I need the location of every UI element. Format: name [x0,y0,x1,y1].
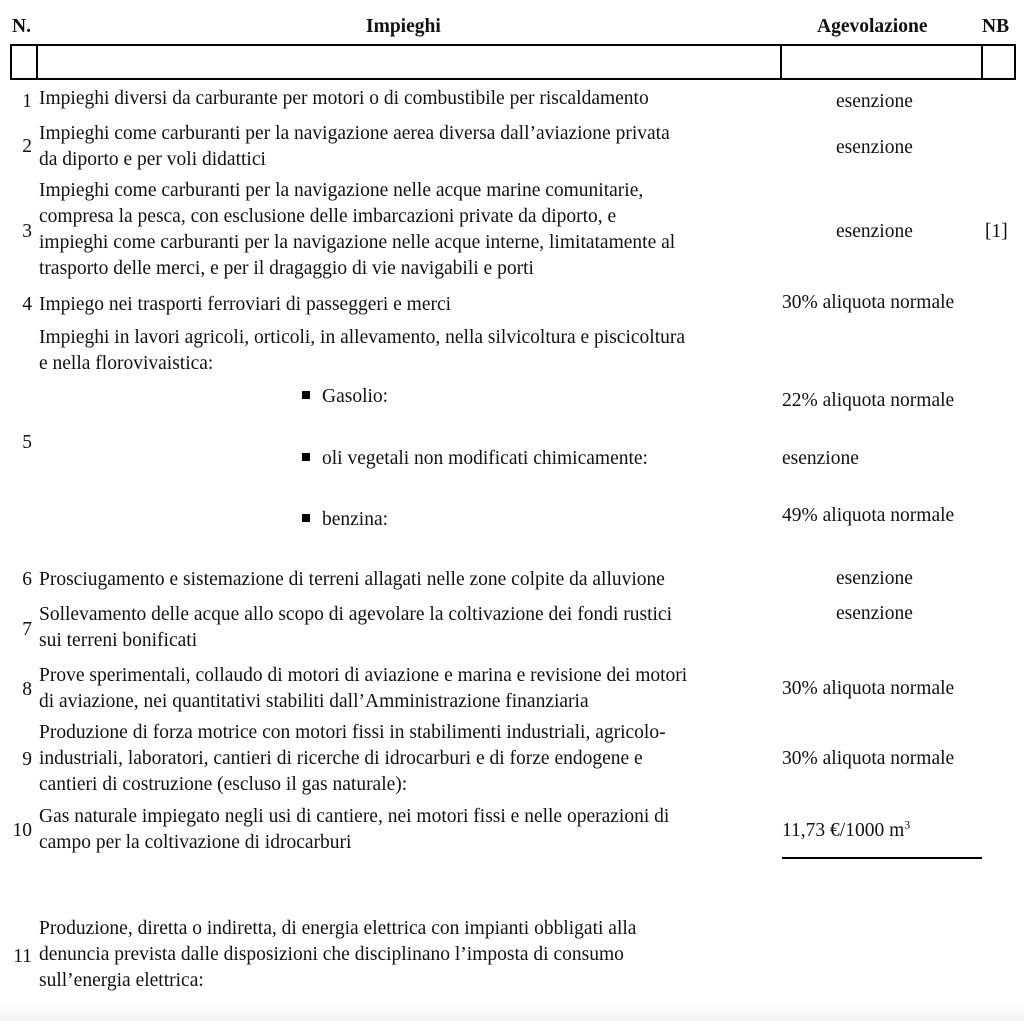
row-line: Impieghi come carburanti per la navigazione aerea diversa dall’aviazione privata [39,123,670,144]
list-item [302,384,388,410]
row-agevolazione-3: esenzione [836,221,913,242]
row-number-4: 4 [22,294,32,315]
row-agevolazione-9: 30% aliquota normale [782,748,955,769]
row-agevolazione-4: 30% aliquota normale [782,292,955,313]
header-box-impieghi [36,44,782,80]
row-line: industriali, laboratori, cantieri di ricerche di idrocarburi e di forze endogene e [39,748,643,769]
row-line: Impieghi in lavori agricoli, orticoli, in allevamento, nella silvicoltura e piscicoltura [39,327,686,348]
list-item [302,507,388,533]
bullet-icon [302,453,310,461]
header-nb: NB [982,16,1010,37]
list-item-label: benzina: [322,509,389,530]
row-line: di aviazione, nei quantitativi stabiliti dall’Amministrazione finanziaria [39,691,589,712]
row-text-1 [39,86,779,112]
row-number-2: 2 [22,136,32,157]
row-line: cantieri di costruzione (escluso il gas naturale): [39,774,408,795]
row-agevolazione-8: 30% aliquota normale [782,678,955,699]
list-item-agevolazione: esenzione [782,448,859,469]
row-line: Sollevamento delle acque allo scopo di agevolare la coltivazione dei fondi rustici [39,604,672,625]
row-agevolazione-2: esenzione [836,137,913,158]
row-line: e nella florovivaistica: [39,353,214,374]
row-text-9 [39,720,779,798]
row-agevolazione-10-exponent: 3 [904,817,911,832]
row-number-6: 6 [22,569,32,590]
row-text-10 [39,804,779,856]
row-line: Gas naturale impiegato negli usi di cantiere, nei motori fissi e nelle operazioni di [39,806,670,827]
row-line: Produzione, diretta o indiretta, di energia elettrica con impianti obbligati alla [39,918,637,939]
row-line: da diporto e per voli didattici [39,149,266,170]
row-line: impieghi come carburanti per la navigazione nelle acque interne, limitatamente al [39,232,676,253]
row-line: Impieghi come carburanti per la navigazione nelle acque marine comunitarie, [39,180,644,201]
row-number-10: 10 [12,820,32,841]
header-box-n [10,44,38,80]
header-agevolazione: Agevolazione [817,16,928,37]
bullet-icon [302,514,310,522]
row-text-6 [39,567,779,593]
header-box-agevolazione [780,44,983,80]
row-line: Prove sperimentali, collaudo di motori di aviazione e marina e revisione dei motori [39,665,688,686]
row-line: Impieghi diversi da carburante per motori o di combustibile per riscaldamento [39,88,649,109]
row-line: trasporto delle merci, e per il dragaggio di vie navigabili e porti [39,258,534,279]
divider-rule [782,857,982,859]
list-item-label: Gasolio: [322,386,389,407]
row-agevolazione-10-value: 11,73 €/1000 m [782,820,905,841]
row-number-1: 1 [22,91,32,112]
row-text-11 [39,916,779,994]
row-number-9: 9 [22,749,32,770]
row-agevolazione-7: esenzione [836,603,913,624]
row-text-5 [39,325,779,377]
row-text-7 [39,602,779,654]
row-number-3: 3 [22,221,32,242]
list-item-agevolazione: 49% aliquota normale [782,505,955,526]
row-line: denuncia prevista dalle disposizioni che disciplinano l’imposta di consumo [39,944,624,965]
row-number-5: 5 [22,432,32,453]
row-line: sull’energia elettrica: [39,970,204,991]
row-line: Produzione di forza motrice con motori fissi in stabilimenti industriali, agricolo- [39,722,666,743]
bullet-icon [302,391,310,399]
header-n: N. [12,16,31,37]
row-number-11: 11 [13,946,32,967]
row-number-8: 8 [22,679,32,700]
row-text-4 [39,292,779,318]
list-item [302,446,648,472]
header-impieghi: Impieghi [366,16,441,37]
row-number-7: 7 [22,619,32,640]
row-text-8 [39,663,779,715]
row-line: campo per la coltivazione di idrocarburi [39,832,352,853]
header-box-nb [981,44,1016,80]
row-line: Impiego nei trasporti ferroviari di passeggeri e merci [39,294,452,315]
row-agevolazione-10 [782,818,910,844]
row-line: sui terreni bonificati [39,630,198,651]
row-line: Prosciugamento e sistemazione di terreni allagati nelle zone colpite da alluvione [39,569,665,590]
list-item-agevolazione: 22% aliquota normale [782,390,955,411]
row-nb-3: [1] [985,221,1008,242]
row-text-3 [39,178,779,282]
page-bottom-shadow [0,999,1024,1021]
row-agevolazione-6: esenzione [836,568,913,589]
row-text-2 [39,121,779,173]
row-line: compresa la pesca, con esclusione delle imbarcazioni private da diporto, e [39,206,617,227]
row-agevolazione-1: esenzione [836,91,913,112]
list-item-label: oli vegetali non modificati chimicamente: [322,448,648,469]
